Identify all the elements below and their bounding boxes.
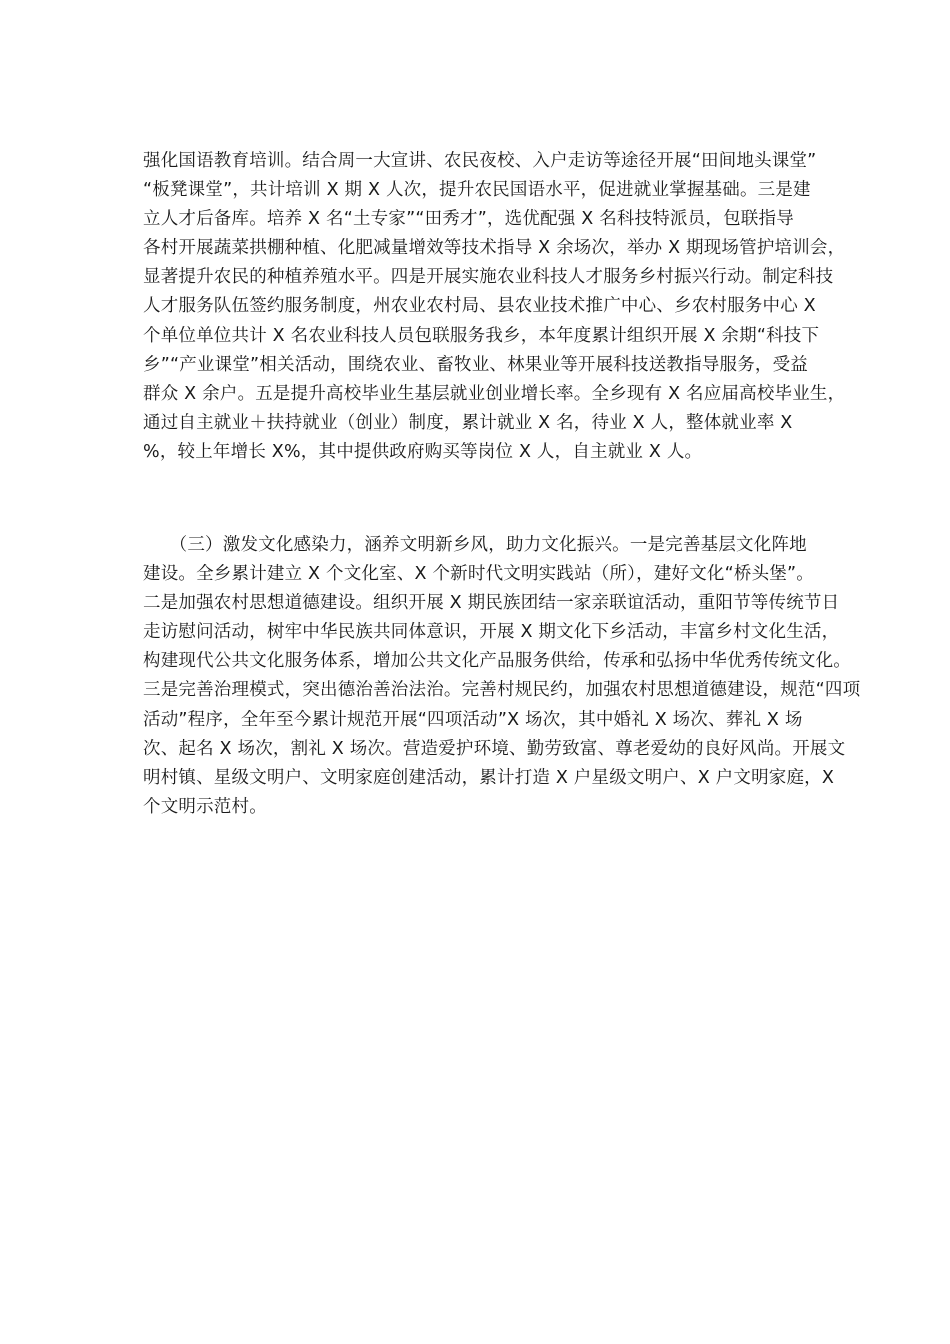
text-line: 明村镇、星级文明户、文明家庭创建活动，累计打造 X 户星级文明户、X 户文明家庭，X bbox=[143, 767, 835, 788]
text-line: 次、起名 X 场次，割礼 X 场次。营造爱护环境、勤劳致富、尊老爱幼的良好风尚。开展文 bbox=[143, 738, 846, 759]
text-line: （三）激发文化感染力，涵养文明新乡风，助力文化振兴。一是完善基层文化阵地 bbox=[143, 535, 807, 555]
text-line: 二是加强农村思想道德建设。组织开展 X 期民族团结一家亲联谊活动，重阳节等传统节日 bbox=[143, 593, 840, 614]
text-line: 人才服务队伍签约服务制度，州农业农村局、县农业技术推广中心、乡农村服务中心 X bbox=[143, 296, 816, 317]
paragraph-talent-revitalization bbox=[143, 147, 846, 467]
text-line: 群众 X 余户。五是提升高校毕业生基层就业创业增长率。全乡现有 X 名应届高校毕业生， bbox=[143, 383, 846, 404]
text-line: 个文明示范村。 bbox=[143, 796, 267, 817]
text-line: 个单位单位共计 X 名农业科技人员包联服务我乡，本年度累计组织开展 X 余期“科技下 bbox=[143, 325, 820, 346]
text-line: 乡”“产业课堂”相关活动，围绕农业、畜牧业、林果业等开展科技送教指导服务，受益 bbox=[143, 354, 808, 375]
paragraph-cultural-revitalization bbox=[143, 531, 861, 822]
text-line: 构建现代公共文化服务体系，增加公共文化产品服务供给，传承和弘扬中华优秀传统文化。 bbox=[143, 651, 851, 672]
text-line: 强化国语教育培训。结合周一大宣讲、农民夜校、入户走访等途径开展“田间地头课堂” bbox=[143, 151, 817, 171]
text-line: 走访慰问活动，树牢中华民族共同体意识，开展 X 期文化下乡活动，丰富乡村文化生活， bbox=[143, 622, 840, 643]
text-line: 显著提升农民的种植养殖水平。四是开展实施农业科技人才服务乡村振兴行动。制定科技 bbox=[143, 267, 834, 288]
text-line: 建设。全乡累计建立 X 个文化室、X 个新时代文明实践站（所），建好文化“桥头堡”。 bbox=[143, 564, 814, 585]
text-line: 通过自主就业＋扶持就业（创业）制度，累计就业 X 名，待业 X 人，整体就业率 X bbox=[143, 412, 793, 433]
text-line: 各村开展蔬菜拱棚种植、化肥减量增效等技术指导 X 余场次，举办 X 期现场管护培训会， bbox=[143, 238, 846, 259]
text-line: 活动”程序，全年至今累计规范开展“四项活动”X 场次，其中婚礼 X 场次、葬礼 X 场 bbox=[143, 709, 803, 730]
text-line: %，较上年增长 X%，其中提供政府购买等岗位 X 人，自主就业 X 人。 bbox=[143, 441, 703, 462]
text-line: “板凳课堂”，共计培训 X 期 X 人次，提升农民国语水平，促进就业掌握基础。三是建 bbox=[143, 180, 811, 201]
text-line: 三是完善治理模式，突出德治善治法治。完善村规民约，加强农村思想道德建设，规范“四项 bbox=[143, 680, 861, 701]
text-line: 立人才后备库。培养 X 名“土专家”“田秀才”，选优配强 X 名科技特派员，包联指导 bbox=[143, 209, 794, 230]
